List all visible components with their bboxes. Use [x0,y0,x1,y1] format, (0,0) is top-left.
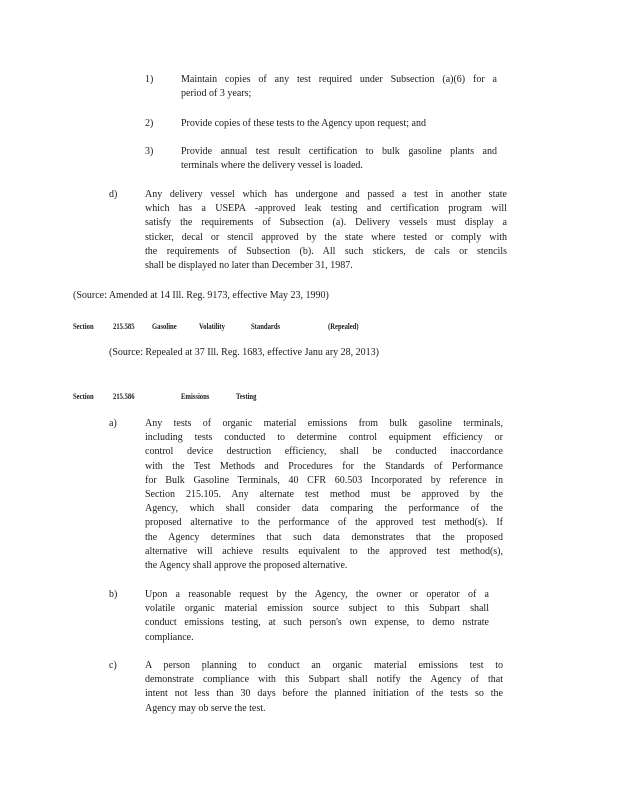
para-b-line: conduct emissions testing, at such person's own expense, to demo nstrate [145,617,489,629]
para-a-line: Any tests of organic material emissions from bulk gasoline terminals, [145,418,503,429]
para-c-text [145,659,503,716]
para-a-label: a) [109,418,117,429]
section-585-title-word: Volatility [199,321,225,331]
para-a-text [145,417,503,573]
item-1-line: period of 3 years; [181,88,252,100]
para-b-line: compliance. [145,631,194,643]
para-a-line: the Agency shall approve the proposed alternative. [145,560,348,572]
para-d-line: shall be displayed no later than December 31, 1987. [145,260,353,272]
section-585-title-word: (Repealed) [328,321,359,331]
para-d-label: d) [109,189,118,200]
para-a-line: proposed alternative to the performance of the approved test method(s). If [145,517,503,529]
para-a-line: control device destruction efficiency, shall be conducted inaccordance [145,446,503,458]
para-d-text [145,188,507,273]
para-c-label: c) [109,660,117,671]
para-a-line: with the Test Methods and Procedures for the Standards of Performance [145,460,503,472]
para-a-line: the Agency determines that such data demonstrates that the proposed [145,531,503,543]
item-label-2: 2) [145,118,154,129]
para-d-line: the requirements of Subsection (b). All such stickers, de cals or stencils [145,245,507,257]
item-text-1 [181,73,497,101]
source-note-repealed: (Source: Repealed at 37 Ill. Reg. 1683, effective Janu ary 28, 2013) [109,347,380,358]
section-585-title-word: Gasoline [152,321,177,331]
para-b-line: volatile organic material emission source subject to this Subpart shall [145,603,489,615]
para-d-line: Any delivery vessel which has undergone and passed a test in another state [145,189,507,200]
item-label-1: 1) [145,74,154,85]
item-3-line: Provide annual test result certification to bulk gasoline plants and [181,146,497,157]
section-586-title-word: Emissions [181,391,210,401]
para-d-line: which has a USEPA -approved leak testing and certification program will [145,203,507,215]
section-585-number: 215.585 [113,321,135,331]
para-a-line: including tests conducted to determine control equipment efficiency or [145,432,503,444]
para-b-text [145,588,489,645]
section-586-number: 215.586 [113,391,135,401]
section-586-title-word: Testing [236,391,257,401]
section-586-label: Section [73,391,94,401]
source-note-amended: (Source: Amended at 14 Ill. Reg. 9173, effective May 23, 1990) [73,290,329,301]
para-a-line: Section 215.105. Any alternate test method must be approved by the [145,489,503,501]
para-d-line: satisfy the requirements of Subsection (a). Delivery vessels must display a [145,217,507,229]
para-b-label: b) [109,589,118,600]
section-585-label: Section [73,321,94,331]
para-a-line: alternative will achieve results equivalent to the approved test method(s), [145,545,503,557]
para-a-line: for Bulk Gasoline Terminals, 40 CFR 60.503 Incorporated by reference in [145,474,503,486]
item-text-3 [181,145,497,173]
para-c-line: A person planning to conduct an organic material emissions test to [145,660,503,671]
para-c-line: intent not less than 30 days before the planned initiation of the tests so the [145,688,503,700]
para-b-line: Upon a reasonable request by the Agency, the owner or operator of a [145,589,489,600]
item-text-2 [181,117,497,131]
para-c-line: Agency may ob serve the test. [145,702,266,714]
para-a-line: Agency, which shall consider data comparing the performance of the [145,503,503,515]
item-3-line: terminals where the delivery vessel is loaded. [181,160,363,172]
item-label-3: 3) [145,146,154,157]
item-2-line: Provide copies of these tests to the Agency upon request; and [181,118,426,129]
section-585-title-word: Standards [251,321,281,331]
para-c-line: demonstrate compliance with this Subpart shall notify the Agency of that [145,674,503,686]
para-d-line: sticker, decal or stencil approved by the state where tested or comply with [145,231,507,243]
item-1-line: Maintain copies of any test required under Subsection (a)(6) for a [181,74,497,85]
